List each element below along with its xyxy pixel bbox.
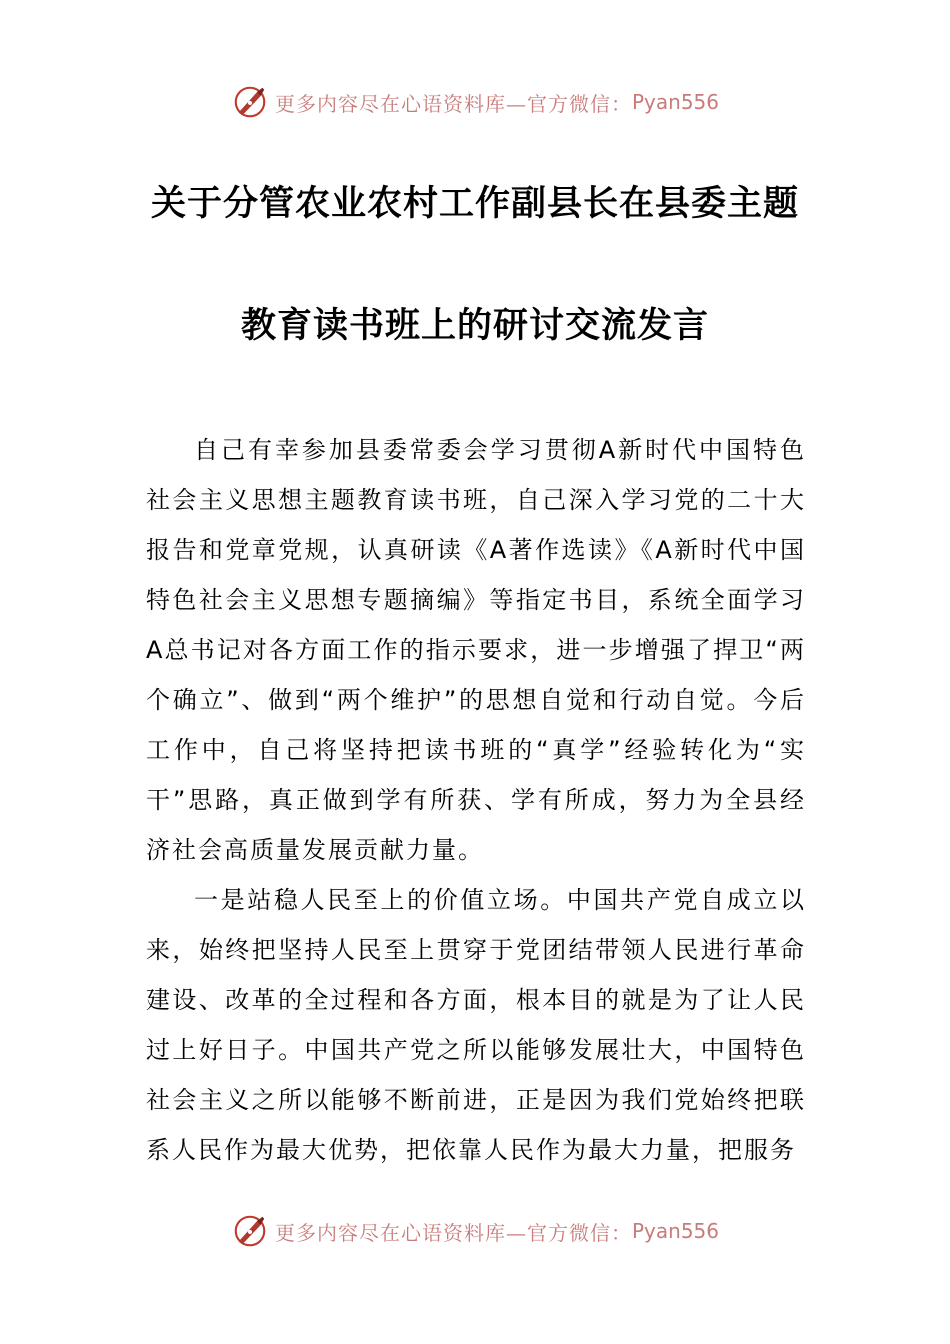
pen-nib-logo-icon bbox=[231, 1212, 269, 1250]
document-title-line-1: 关于分管农业农村工作副县长在县委主题 bbox=[150, 184, 799, 224]
footer-watermark-banner bbox=[0, 1209, 950, 1253]
watermark-wechat-id: Pyan556 bbox=[631, 90, 719, 114]
watermark-wechat-id: Pyan556 bbox=[631, 1219, 719, 1243]
watermark-text: 更多内容尽在心语资料库—官方微信： bbox=[274, 91, 632, 116]
watermark-text: 更多内容尽在心语资料库—官方微信： bbox=[274, 1220, 632, 1245]
document-body bbox=[146, 425, 806, 1175]
header-watermark-banner bbox=[0, 80, 950, 124]
paragraph: 一是站稳人民至上的价值立场。中国共产党自成立以来，始终把坚持人民至上贯穿于党团结带领人民进行革命建设、改革的全过程和各方面，根本目的就是为了让人民过上好日子。中国共产党之所以能够发展壮大，中国特色社会主义之所以能够不断前进，正是因为我们党始终把联系人民作为最大优势，把依靠人民作为最大力量，把服务 bbox=[146, 886, 806, 1164]
paragraph: 自己有幸参加县委常委会学习贯彻A新时代中国特色社会主义思想主题教育读书班，自己深入学习党的二十大报告和党章党规，认真研读《A著作选读》《A新时代中国特色社会主义思想专题摘编》等指定书目，系统全面学习A总书记对各方面工作的指示要求，进一步增强了捍卫“两个确立”、做到“两个维护”的思想自觉和行动自觉。今后工作中，自己将坚持把读书班的“真学”经验转化为“实干”思路，真正做到学有所获、学有所成，努力为全县经济社会高质量发展贡献力量。 bbox=[146, 436, 806, 864]
document-title-line-2: 教育读书班上的研讨交流发言 bbox=[240, 306, 709, 346]
pen-nib-logo-icon bbox=[231, 83, 269, 121]
